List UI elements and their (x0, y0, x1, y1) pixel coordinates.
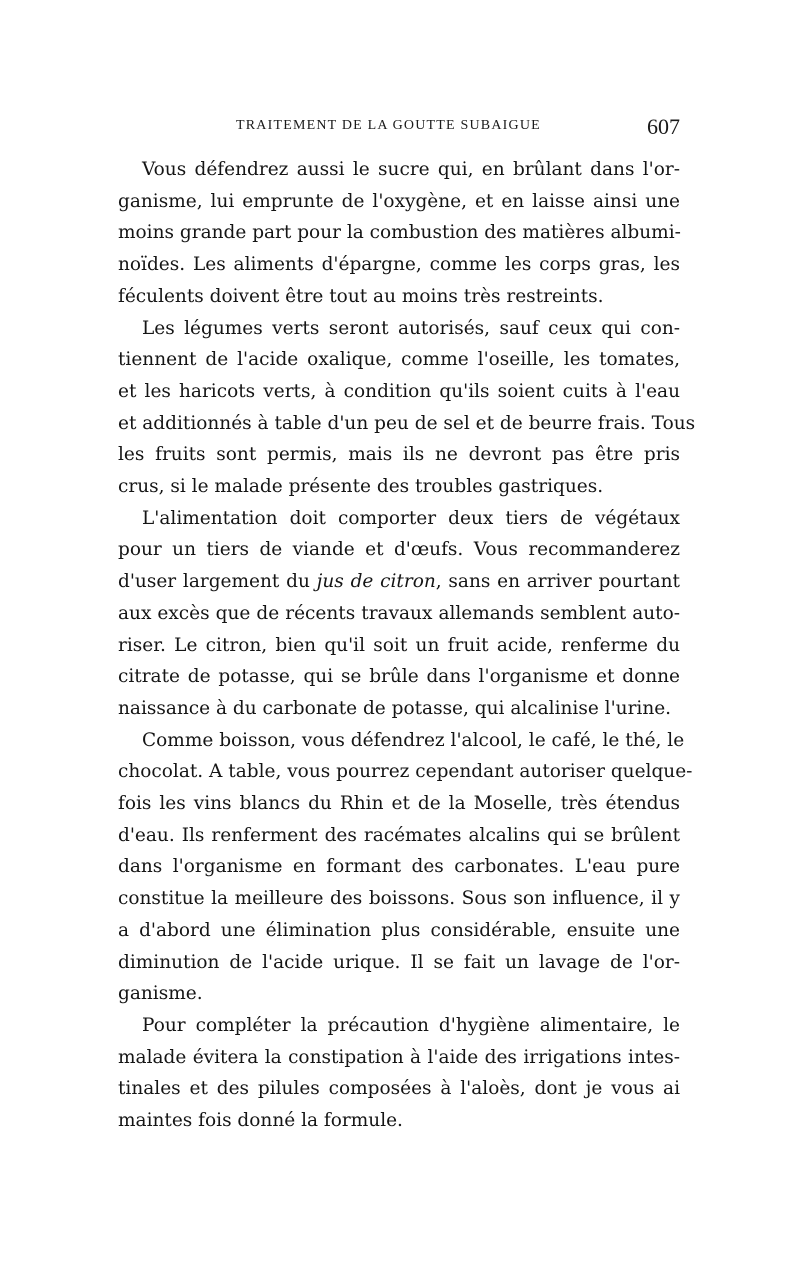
text-line: crus, si le malade présente des troubles gastriques. (118, 476, 604, 498)
text-line: ganisme. (118, 983, 203, 1005)
text-line: malade évitera la constipation à l'aide des irrigations intes- (118, 1046, 680, 1068)
text-line: tinales et des pilules composées à l'aloès, dont je vous ai (118, 1078, 680, 1100)
text-line: citrate de potasse, qui se brûle dans l'organisme et donne (118, 666, 680, 688)
body-text (118, 154, 696, 1137)
text-line: Pour compléter la précaution d'hygiène alimentaire, le (142, 1014, 680, 1036)
text-line: chocolat. A table, vous pourrez cependant autoriser quelque- (118, 761, 693, 783)
text-line: tiennent de l'acide oxalique, comme l'oseille, les tomates, (118, 349, 680, 371)
running-head (118, 114, 680, 146)
text-line: moins grande part pour la combustion des matières albumi- (118, 222, 681, 244)
text-line: riser. Le citron, bien qu'il soit un fruit acide, renferme du (118, 634, 680, 656)
running-title: TRAITEMENT DE LA GOUTTE SUBAIGUE (236, 118, 541, 133)
paragraph (118, 1010, 680, 1137)
text-line: Vous défendrez aussi le sucre qui, en brûlant dans l'or- (142, 159, 680, 180)
text-line: ganisme, lui emprunte de l'oxygène, et en laisse ainsi une (118, 190, 680, 212)
text-line: naissance à du carbonate de potasse, qui alcalinise l'urine. (118, 697, 672, 719)
text-line: aux excès que de récents travaux allemands semblent auto- (118, 602, 680, 624)
text-line: fois les vins blancs du Rhin et de la Moselle, très étendus (118, 793, 680, 815)
paragraph (118, 154, 680, 313)
text-line: dans l'organisme en formant des carbonates. L'eau pure (118, 856, 680, 878)
page-number: 607 (647, 114, 680, 139)
text-line: Comme boisson, vous défendrez l'alcool, le café, le thé, le (142, 729, 685, 751)
text-line: noïdes. Les aliments d'épargne, comme les corps gras, les (118, 254, 680, 276)
text-line: Les légumes verts seront autorisés, sauf ceux qui con- (142, 317, 680, 339)
italic-phrase: jus de citron (316, 571, 436, 593)
text-line: a d'abord une élimination plus considérable, ensuite une (118, 919, 680, 941)
text-line: maintes fois donné la formule. (118, 1110, 403, 1132)
text-line: L'alimentation doit comporter deux tiers de végétaux (142, 507, 680, 529)
text-line: d'eau. Ils renferment des racémates alcalins qui se brûlent (118, 824, 680, 846)
text-line: diminution de l'acide urique. Il se fait un lavage de l'or- (118, 951, 680, 973)
text-line: et additionnés à table d'un peu de sel et de beurre frais. Tous (118, 412, 696, 434)
paragraph (118, 725, 693, 1010)
text-line: les fruits sont permis, mais ils ne devront pas être pris (118, 444, 680, 466)
text-line: d'user largement du jus de citron, sans en arriver pourtant (118, 571, 680, 593)
text-line: constitue la meilleure des boissons. Sous son influence, il y (118, 888, 680, 910)
text-line: et les haricots verts, à condition qu'ils soient cuits à l'eau (118, 380, 680, 402)
paragraph (118, 313, 696, 503)
text-line: féculents doivent être tout au moins très restreints. (118, 285, 604, 307)
paragraph (118, 503, 680, 725)
text-line: pour un tiers de viande et d'œufs. Vous recommanderez (118, 539, 680, 561)
